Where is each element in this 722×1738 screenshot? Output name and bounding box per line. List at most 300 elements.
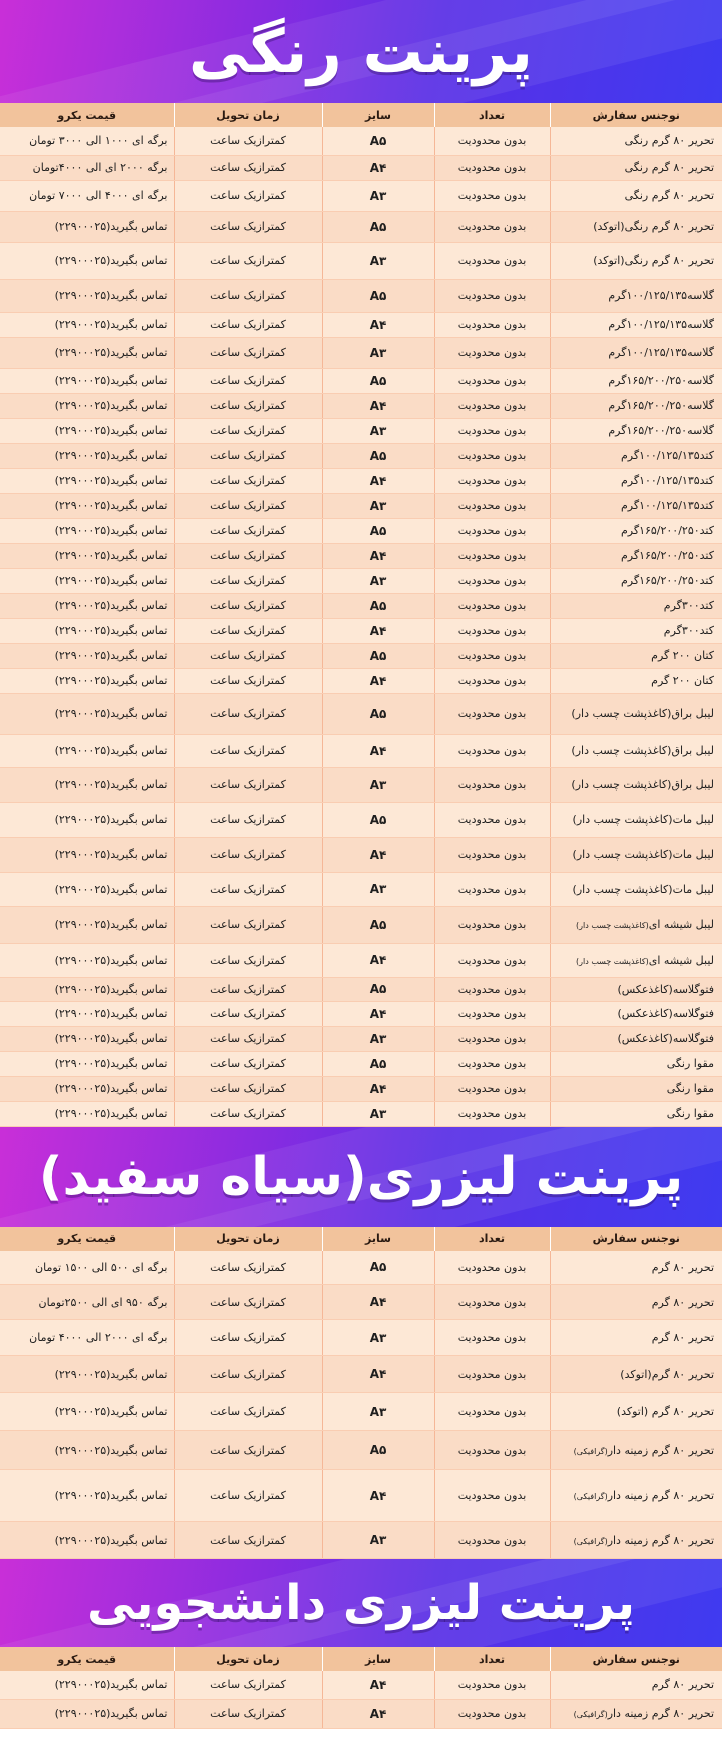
table-row: [0, 802, 722, 837]
cell-delivery-time: کمترازیک ساعت: [174, 1251, 322, 1285]
paper-type-text: کتد۱۶۵/۲۰۰/۲۵۰گرم: [620, 549, 714, 562]
cell-paper-type: [550, 337, 722, 368]
cell-quantity: بدون محدودیت: [434, 312, 550, 337]
paper-type-text: لیبل شیشه ای: [648, 918, 714, 931]
cell-size: A۵: [322, 643, 434, 668]
cell-quantity: بدون محدودیت: [434, 180, 550, 211]
cell-delivery-time: کمترازیک ساعت: [174, 568, 322, 593]
table-row: [0, 518, 722, 543]
cell-price: تماس بگیرید(۲۲۹۰۰۰۲۵): [0, 643, 174, 668]
paper-type-text: کتد۱۰۰/۱۲۵/۱۳۵گرم: [620, 499, 714, 512]
paper-type-note: (کاغذپشت چسب دار): [576, 956, 649, 966]
cell-quantity: بدون محدودیت: [434, 618, 550, 643]
table-row: [0, 1101, 722, 1126]
paper-type-text: تحریر ۸۰ گرم رنگی(اتوکد): [593, 254, 714, 267]
paper-type-text: تحریر ۸۰ گرم: [651, 1260, 714, 1274]
cell-paper-type: [550, 734, 722, 767]
table-row: [0, 242, 722, 279]
cell-delivery-time: کمترازیک ساعت: [174, 312, 322, 337]
paper-type-text: تحریر ۸۰ گرم (اتوکد): [616, 1405, 714, 1418]
cell-size: A۳: [322, 1522, 434, 1559]
table-row: [0, 618, 722, 643]
cell-paper-type: [550, 368, 722, 393]
cell-quantity: بدون محدودیت: [434, 693, 550, 734]
cell-price: تماس بگیرید(۲۲۹۰۰۰۲۵): [0, 906, 174, 943]
paper-type-text: تحریر ۸۰ گرم زمینه دار: [607, 1707, 714, 1720]
paper-type-text: گلاسه۱۰۰/۱۲۵/۱۳۵گرم: [608, 318, 714, 331]
table-row: [0, 368, 722, 393]
table-row: [0, 211, 722, 242]
cell-delivery-time: کمترازیک ساعت: [174, 418, 322, 443]
cell-paper-type: [550, 872, 722, 906]
cell-paper-type: [550, 468, 722, 493]
cell-size: A۴: [322, 543, 434, 568]
cell-size: A۵: [322, 279, 434, 312]
column-header-delivery-time: زمان تحویل: [174, 1647, 322, 1671]
column-header-quantity: تعداد: [434, 1647, 550, 1671]
cell-quantity: بدون محدودیت: [434, 368, 550, 393]
cell-delivery-time: کمترازیک ساعت: [174, 1671, 322, 1699]
table-row: [0, 1522, 722, 1559]
cell-quantity: بدون محدودیت: [434, 872, 550, 906]
cell-size: A۳: [322, 418, 434, 443]
cell-quantity: بدون محدودیت: [434, 1470, 550, 1522]
table-row: [0, 493, 722, 518]
cell-size: A۴: [322, 618, 434, 643]
cell-size: A۴: [322, 943, 434, 977]
cell-size: A۵: [322, 518, 434, 543]
cell-delivery-time: کمترازیک ساعت: [174, 393, 322, 418]
column-header-type: نوجنس سفارش: [550, 103, 722, 127]
cell-paper-type: [550, 1001, 722, 1026]
cell-size: A۳: [322, 1101, 434, 1126]
cell-delivery-time: کمترازیک ساعت: [174, 180, 322, 211]
cell-quantity: بدون محدودیت: [434, 468, 550, 493]
table-row: [0, 155, 722, 180]
cell-size: A۴: [322, 312, 434, 337]
cell-price: تماس بگیرید(۲۲۹۰۰۰۲۵): [0, 1101, 174, 1126]
cell-paper-type: [550, 643, 722, 668]
cell-price: تماس بگیرید(۲۲۹۰۰۰۲۵): [0, 368, 174, 393]
cell-paper-type: [550, 1699, 722, 1728]
table-row: [0, 180, 722, 211]
cell-price: تماس بگیرید(۲۲۹۰۰۰۲۵): [0, 418, 174, 443]
cell-quantity: بدون محدودیت: [434, 1051, 550, 1076]
cell-paper-type: [550, 693, 722, 734]
section-title: پرینت لیزری(سیاه سفید): [38, 1146, 684, 1207]
table-row: [0, 977, 722, 1001]
table-header-row: [0, 1227, 722, 1251]
cell-quantity: بدون محدودیت: [434, 543, 550, 568]
cell-size: A۵: [322, 1051, 434, 1076]
table-header-row: [0, 103, 722, 127]
cell-quantity: بدون محدودیت: [434, 393, 550, 418]
cell-quantity: بدون محدودیت: [434, 1101, 550, 1126]
cell-price: تماس بگیرید(۲۲۹۰۰۰۲۵): [0, 393, 174, 418]
cell-quantity: بدون محدودیت: [434, 1076, 550, 1101]
table-row: [0, 1320, 722, 1356]
cell-delivery-time: کمترازیک ساعت: [174, 127, 322, 155]
cell-price: تماس بگیرید(۲۲۹۰۰۰۲۵): [0, 943, 174, 977]
cell-paper-type: [550, 211, 722, 242]
cell-quantity: بدون محدودیت: [434, 1522, 550, 1559]
paper-type-text: لیبل براق(کاغذپشت چسب دار): [571, 744, 714, 757]
table-row: [0, 312, 722, 337]
cell-delivery-time: کمترازیک ساعت: [174, 906, 322, 943]
table-row: [0, 1470, 722, 1522]
cell-price: تماس بگیرید(۲۲۹۰۰۰۲۵): [0, 468, 174, 493]
paper-type-text: تحریر ۸۰ گرم: [651, 1295, 714, 1309]
paper-type-text: گلاسه۱۶۵/۲۰۰/۲۵۰گرم: [608, 399, 714, 412]
cell-paper-type: [550, 1356, 722, 1393]
table-row: [0, 1251, 722, 1285]
table-row: [0, 1285, 722, 1320]
paper-type-text: تحریر ۸۰ گرم زمینه دار: [607, 1489, 714, 1502]
cell-paper-type: [550, 1470, 722, 1522]
cell-price: تماس بگیرید(۲۲۹۰۰۰۲۵): [0, 443, 174, 468]
cell-quantity: بدون محدودیت: [434, 418, 550, 443]
cell-paper-type: [550, 312, 722, 337]
cell-price: تماس بگیرید(۲۲۹۰۰۰۲۵): [0, 668, 174, 693]
cell-price: تماس بگیرید(۲۲۹۰۰۰۲۵): [0, 1431, 174, 1470]
cell-size: A۴: [322, 1470, 434, 1522]
paper-type-text: کتان ۲۰۰ گرم: [651, 649, 714, 662]
cell-price: تماس بگیرید(۲۲۹۰۰۰۲۵): [0, 279, 174, 312]
cell-quantity: بدون محدودیت: [434, 802, 550, 837]
cell-size: A۵: [322, 802, 434, 837]
cell-paper-type: [550, 977, 722, 1001]
column-header-size: سایز: [322, 1647, 434, 1671]
cell-quantity: بدون محدودیت: [434, 211, 550, 242]
cell-price: تماس بگیرید(۲۲۹۰۰۰۲۵): [0, 802, 174, 837]
cell-price: تماس بگیرید(۲۲۹۰۰۰۲۵): [0, 872, 174, 906]
table-row: [0, 1699, 722, 1728]
cell-size: A۵: [322, 906, 434, 943]
cell-quantity: بدون محدودیت: [434, 1285, 550, 1320]
cell-delivery-time: کمترازیک ساعت: [174, 837, 322, 872]
cell-paper-type: [550, 518, 722, 543]
cell-delivery-time: کمترازیک ساعت: [174, 493, 322, 518]
table-row: [0, 443, 722, 468]
table-row: [0, 418, 722, 443]
cell-quantity: بدون محدودیت: [434, 155, 550, 180]
cell-delivery-time: کمترازیک ساعت: [174, 443, 322, 468]
cell-quantity: بدون محدودیت: [434, 1251, 550, 1285]
paper-type-note: (کاغذپشت چسب دار): [576, 921, 649, 930]
cell-paper-type: [550, 393, 722, 418]
paper-type-text: کتد۱۶۵/۲۰۰/۲۵۰گرم: [620, 524, 714, 537]
cell-size: A۵: [322, 368, 434, 393]
cell-delivery-time: کمترازیک ساعت: [174, 518, 322, 543]
cell-quantity: بدون محدودیت: [434, 568, 550, 593]
cell-delivery-time: کمترازیک ساعت: [174, 643, 322, 668]
paper-type-text: تحریر ۸۰ گرم: [651, 1331, 714, 1344]
cell-paper-type: [550, 418, 722, 443]
cell-quantity: بدون محدودیت: [434, 837, 550, 872]
paper-type-text: لیبل مات(کاغذپشت چسب دار): [572, 882, 714, 896]
cell-quantity: بدون محدودیت: [434, 493, 550, 518]
paper-type-text: گلاسه۱۰۰/۱۲۵/۱۳۵گرم: [608, 346, 714, 359]
cell-paper-type: [550, 1522, 722, 1559]
cell-price: تماس بگیرید(۲۲۹۰۰۰۲۵): [0, 1026, 174, 1051]
cell-size: A۳: [322, 1026, 434, 1051]
cell-delivery-time: کمترازیک ساعت: [174, 1285, 322, 1320]
paper-type-text: کتد۱۶۵/۲۰۰/۲۵۰گرم: [620, 574, 714, 587]
cell-size: A۵: [322, 127, 434, 155]
cell-quantity: بدون محدودیت: [434, 977, 550, 1001]
cell-paper-type: [550, 543, 722, 568]
cell-size: A۵: [322, 443, 434, 468]
paper-type-text: گلاسه۱۶۵/۲۰۰/۲۵۰گرم: [608, 424, 714, 437]
cell-quantity: بدون محدودیت: [434, 1699, 550, 1728]
cell-quantity: بدون محدودیت: [434, 668, 550, 693]
cell-size: A۵: [322, 211, 434, 242]
cell-price: تماس بگیرید(۲۲۹۰۰۰۲۵): [0, 493, 174, 518]
table-row: [0, 568, 722, 593]
table-row: [0, 393, 722, 418]
cell-size: A۴: [322, 155, 434, 180]
column-header-size: سایز: [322, 1227, 434, 1251]
cell-quantity: بدون محدودیت: [434, 593, 550, 618]
column-header-price: قیمت یکرو: [0, 1647, 174, 1671]
column-header-type: نوجنس سفارش: [550, 1647, 722, 1671]
cell-price: تماس بگیرید(۲۲۹۰۰۰۲۵): [0, 518, 174, 543]
table-row: [0, 668, 722, 693]
cell-price: تماس بگیرید(۲۲۹۰۰۰۲۵): [0, 312, 174, 337]
cell-quantity: بدون محدودیت: [434, 1393, 550, 1431]
cell-delivery-time: کمترازیک ساعت: [174, 872, 322, 906]
cell-price: برگه ۹۵۰ ای الی ۲۵۰۰تومان: [0, 1285, 174, 1320]
cell-delivery-time: کمترازیک ساعت: [174, 1431, 322, 1470]
cell-delivery-time: کمترازیک ساعت: [174, 943, 322, 977]
cell-price: تماس بگیرید(۲۲۹۰۰۰۲۵): [0, 593, 174, 618]
cell-paper-type: [550, 1101, 722, 1126]
column-header-delivery-time: زمان تحویل: [174, 103, 322, 127]
cell-paper-type: [550, 837, 722, 872]
cell-price: برگه ای ۲۰۰۰ الی ۴۰۰۰ تومان: [0, 1320, 174, 1356]
cell-paper-type: [550, 1285, 722, 1320]
cell-price: برگه ای ۴۰۰۰ الی ۷۰۰۰ تومان: [0, 180, 174, 211]
cell-delivery-time: کمترازیک ساعت: [174, 1393, 322, 1431]
paper-type-text: گلاسه۱۰۰/۱۲۵/۱۳۵گرم: [608, 289, 714, 302]
paper-type-text: مقوا رنگی: [666, 1082, 714, 1095]
cell-paper-type: [550, 180, 722, 211]
cell-price: تماس بگیرید(۲۲۹۰۰۰۲۵): [0, 1671, 174, 1699]
table-row: [0, 643, 722, 668]
column-header-delivery-time: زمان تحویل: [174, 1227, 322, 1251]
cell-size: A۵: [322, 1431, 434, 1470]
price-table-student-laser-print: [0, 1647, 722, 1729]
cell-paper-type: [550, 593, 722, 618]
cell-size: A۳: [322, 568, 434, 593]
cell-price: تماس بگیرید(۲۲۹۰۰۰۲۵): [0, 693, 174, 734]
table-row: [0, 1356, 722, 1393]
paper-type-text: فتوگلاسه(کاغذعکس): [617, 1032, 714, 1045]
paper-type-text: مقوا رنگی: [666, 1107, 714, 1120]
cell-paper-type: [550, 493, 722, 518]
cell-quantity: بدون محدودیت: [434, 943, 550, 977]
paper-type-text: تحریر ۸۰ گرم رنگی: [624, 189, 714, 202]
paper-type-text: تحریر ۸۰ گرم: [651, 1678, 714, 1692]
cell-size: A۴: [322, 1001, 434, 1026]
cell-price: تماس بگیرید(۲۲۹۰۰۰۲۵): [0, 1051, 174, 1076]
paper-type-text: کتد۳۰۰گرم: [663, 624, 714, 637]
cell-delivery-time: کمترازیک ساعت: [174, 734, 322, 767]
cell-delivery-time: کمترازیک ساعت: [174, 1470, 322, 1522]
table-row: [0, 767, 722, 802]
paper-type-text: گلاسه۱۶۵/۲۰۰/۲۵۰گرم: [608, 374, 714, 387]
cell-delivery-time: کمترازیک ساعت: [174, 242, 322, 279]
cell-quantity: بدون محدودیت: [434, 734, 550, 767]
cell-delivery-time: کمترازیک ساعت: [174, 1101, 322, 1126]
cell-delivery-time: کمترازیک ساعت: [174, 1320, 322, 1356]
cell-paper-type: [550, 618, 722, 643]
cell-delivery-time: کمترازیک ساعت: [174, 543, 322, 568]
table-body: [0, 127, 722, 1126]
cell-delivery-time: کمترازیک ساعت: [174, 668, 322, 693]
paper-type-note: (گرافیکی): [573, 1536, 608, 1546]
table-row: [0, 593, 722, 618]
cell-price: تماس بگیرید(۲۲۹۰۰۰۲۵): [0, 337, 174, 368]
section-banner-student-laser-print: [0, 1559, 722, 1647]
paper-type-text: لیبل شیشه ای: [648, 953, 714, 967]
paper-type-note: (گرافیکی): [573, 1446, 608, 1456]
cell-price: تماس بگیرید(۲۲۹۰۰۰۲۵): [0, 1076, 174, 1101]
cell-size: A۳: [322, 767, 434, 802]
cell-price: تماس بگیرید(۲۲۹۰۰۰۲۵): [0, 1393, 174, 1431]
cell-delivery-time: کمترازیک ساعت: [174, 593, 322, 618]
cell-quantity: بدون محدودیت: [434, 443, 550, 468]
cell-delivery-time: کمترازیک ساعت: [174, 1051, 322, 1076]
cell-delivery-time: کمترازیک ساعت: [174, 802, 322, 837]
cell-quantity: بدون محدودیت: [434, 1671, 550, 1699]
paper-type-text: تحریر ۸۰ گرم زمینه دار: [607, 1533, 714, 1547]
cell-size: A۵: [322, 693, 434, 734]
cell-quantity: بدون محدودیت: [434, 127, 550, 155]
cell-size: A۵: [322, 593, 434, 618]
cell-delivery-time: کمترازیک ساعت: [174, 618, 322, 643]
cell-size: A۳: [322, 1320, 434, 1356]
cell-paper-type: [550, 279, 722, 312]
cell-quantity: بدون محدودیت: [434, 767, 550, 802]
cell-paper-type: [550, 1251, 722, 1285]
paper-type-text: فتوگلاسه(کاغذعکس): [617, 982, 714, 996]
column-header-quantity: تعداد: [434, 103, 550, 127]
cell-paper-type: [550, 1431, 722, 1470]
cell-size: A۴: [322, 1285, 434, 1320]
table-row: [0, 693, 722, 734]
cell-price: تماس بگیرید(۲۲۹۰۰۰۲۵): [0, 211, 174, 242]
table-row: [0, 543, 722, 568]
cell-price: تماس بگیرید(۲۲۹۰۰۰۲۵): [0, 543, 174, 568]
cell-quantity: بدون محدودیت: [434, 1001, 550, 1026]
cell-size: A۴: [322, 668, 434, 693]
cell-delivery-time: کمترازیک ساعت: [174, 1026, 322, 1051]
cell-size: A۴: [322, 837, 434, 872]
paper-type-text: لیبل مات(کاغذپشت چسب دار): [572, 848, 714, 861]
cell-paper-type: [550, 568, 722, 593]
cell-price: برگه ۲۰۰۰ ای الی ۴۰۰۰تومان: [0, 155, 174, 180]
cell-size: A۵: [322, 977, 434, 1001]
cell-delivery-time: کمترازیک ساعت: [174, 693, 322, 734]
cell-delivery-time: کمترازیک ساعت: [174, 155, 322, 180]
paper-type-text: کتان ۲۰۰ گرم: [651, 674, 714, 687]
cell-size: A۳: [322, 872, 434, 906]
column-header-size: سایز: [322, 103, 434, 127]
paper-type-text: فتوگلاسه(کاغذعکس): [617, 1007, 714, 1020]
cell-paper-type: [550, 1076, 722, 1101]
section-banner-laser-bw-print: [0, 1127, 722, 1227]
table-row: [0, 734, 722, 767]
cell-paper-type: [550, 155, 722, 180]
cell-paper-type: [550, 1026, 722, 1051]
paper-type-text: تحریر ۸۰ گرم زمینه دار: [607, 1443, 714, 1457]
table-row: [0, 1001, 722, 1026]
cell-size: A۳: [322, 493, 434, 518]
cell-price: تماس بگیرید(۲۲۹۰۰۰۲۵): [0, 568, 174, 593]
paper-type-text: لیبل براق(کاغذپشت چسب دار): [571, 778, 714, 791]
column-header-price: قیمت یکرو: [0, 103, 174, 127]
paper-type-text: لیبل براق(کاغذپشت چسب دار): [571, 707, 714, 720]
table-row: [0, 1393, 722, 1431]
paper-type-text: تحریر ۸۰ گرم رنگی: [624, 134, 714, 148]
cell-size: A۳: [322, 337, 434, 368]
cell-paper-type: [550, 906, 722, 943]
price-table-color-print: [0, 103, 722, 1127]
cell-price: تماس بگیرید(۲۲۹۰۰۰۲۵): [0, 618, 174, 643]
cell-delivery-time: کمترازیک ساعت: [174, 368, 322, 393]
table-row: [0, 1076, 722, 1101]
cell-paper-type: [550, 1051, 722, 1076]
table-row: [0, 872, 722, 906]
table-header-row: [0, 1647, 722, 1671]
table-row: [0, 1051, 722, 1076]
paper-type-text: تحریر ۸۰ گرم(اتوکد): [620, 1367, 714, 1381]
cell-price: تماس بگیرید(۲۲۹۰۰۰۲۵): [0, 242, 174, 279]
cell-price: تماس بگیرید(۲۲۹۰۰۰۲۵): [0, 837, 174, 872]
paper-type-text: کتد۱۰۰/۱۲۵/۱۳۵گرم: [620, 474, 714, 487]
paper-type-note: (گرافیکی): [573, 1492, 608, 1501]
cell-size: A۵: [322, 1251, 434, 1285]
cell-paper-type: [550, 127, 722, 155]
table-row: [0, 279, 722, 312]
cell-price: تماس بگیرید(۲۲۹۰۰۰۲۵): [0, 734, 174, 767]
cell-size: A۴: [322, 1356, 434, 1393]
cell-delivery-time: کمترازیک ساعت: [174, 468, 322, 493]
cell-paper-type: [550, 668, 722, 693]
cell-size: A۴: [322, 1671, 434, 1699]
cell-delivery-time: کمترازیک ساعت: [174, 279, 322, 312]
paper-type-text: لیبل مات(کاغذپشت چسب دار): [572, 813, 714, 826]
cell-paper-type: [550, 802, 722, 837]
cell-delivery-time: کمترازیک ساعت: [174, 1076, 322, 1101]
table-row: [0, 837, 722, 872]
cell-quantity: بدون محدودیت: [434, 337, 550, 368]
cell-price: تماس بگیرید(۲۲۹۰۰۰۲۵): [0, 1522, 174, 1559]
cell-quantity: بدون محدودیت: [434, 906, 550, 943]
section-title: پرینت رنگی: [189, 16, 533, 87]
cell-delivery-time: کمترازیک ساعت: [174, 1699, 322, 1728]
cell-delivery-time: کمترازیک ساعت: [174, 211, 322, 242]
cell-paper-type: [550, 1671, 722, 1699]
table-row: [0, 906, 722, 943]
paper-type-note: (گرافیکی): [573, 1710, 608, 1719]
cell-quantity: بدون محدودیت: [434, 1026, 550, 1051]
cell-price: تماس بگیرید(۲۲۹۰۰۰۲۵): [0, 1001, 174, 1026]
table-row: [0, 337, 722, 368]
cell-paper-type: [550, 1393, 722, 1431]
cell-quantity: بدون محدودیت: [434, 1320, 550, 1356]
